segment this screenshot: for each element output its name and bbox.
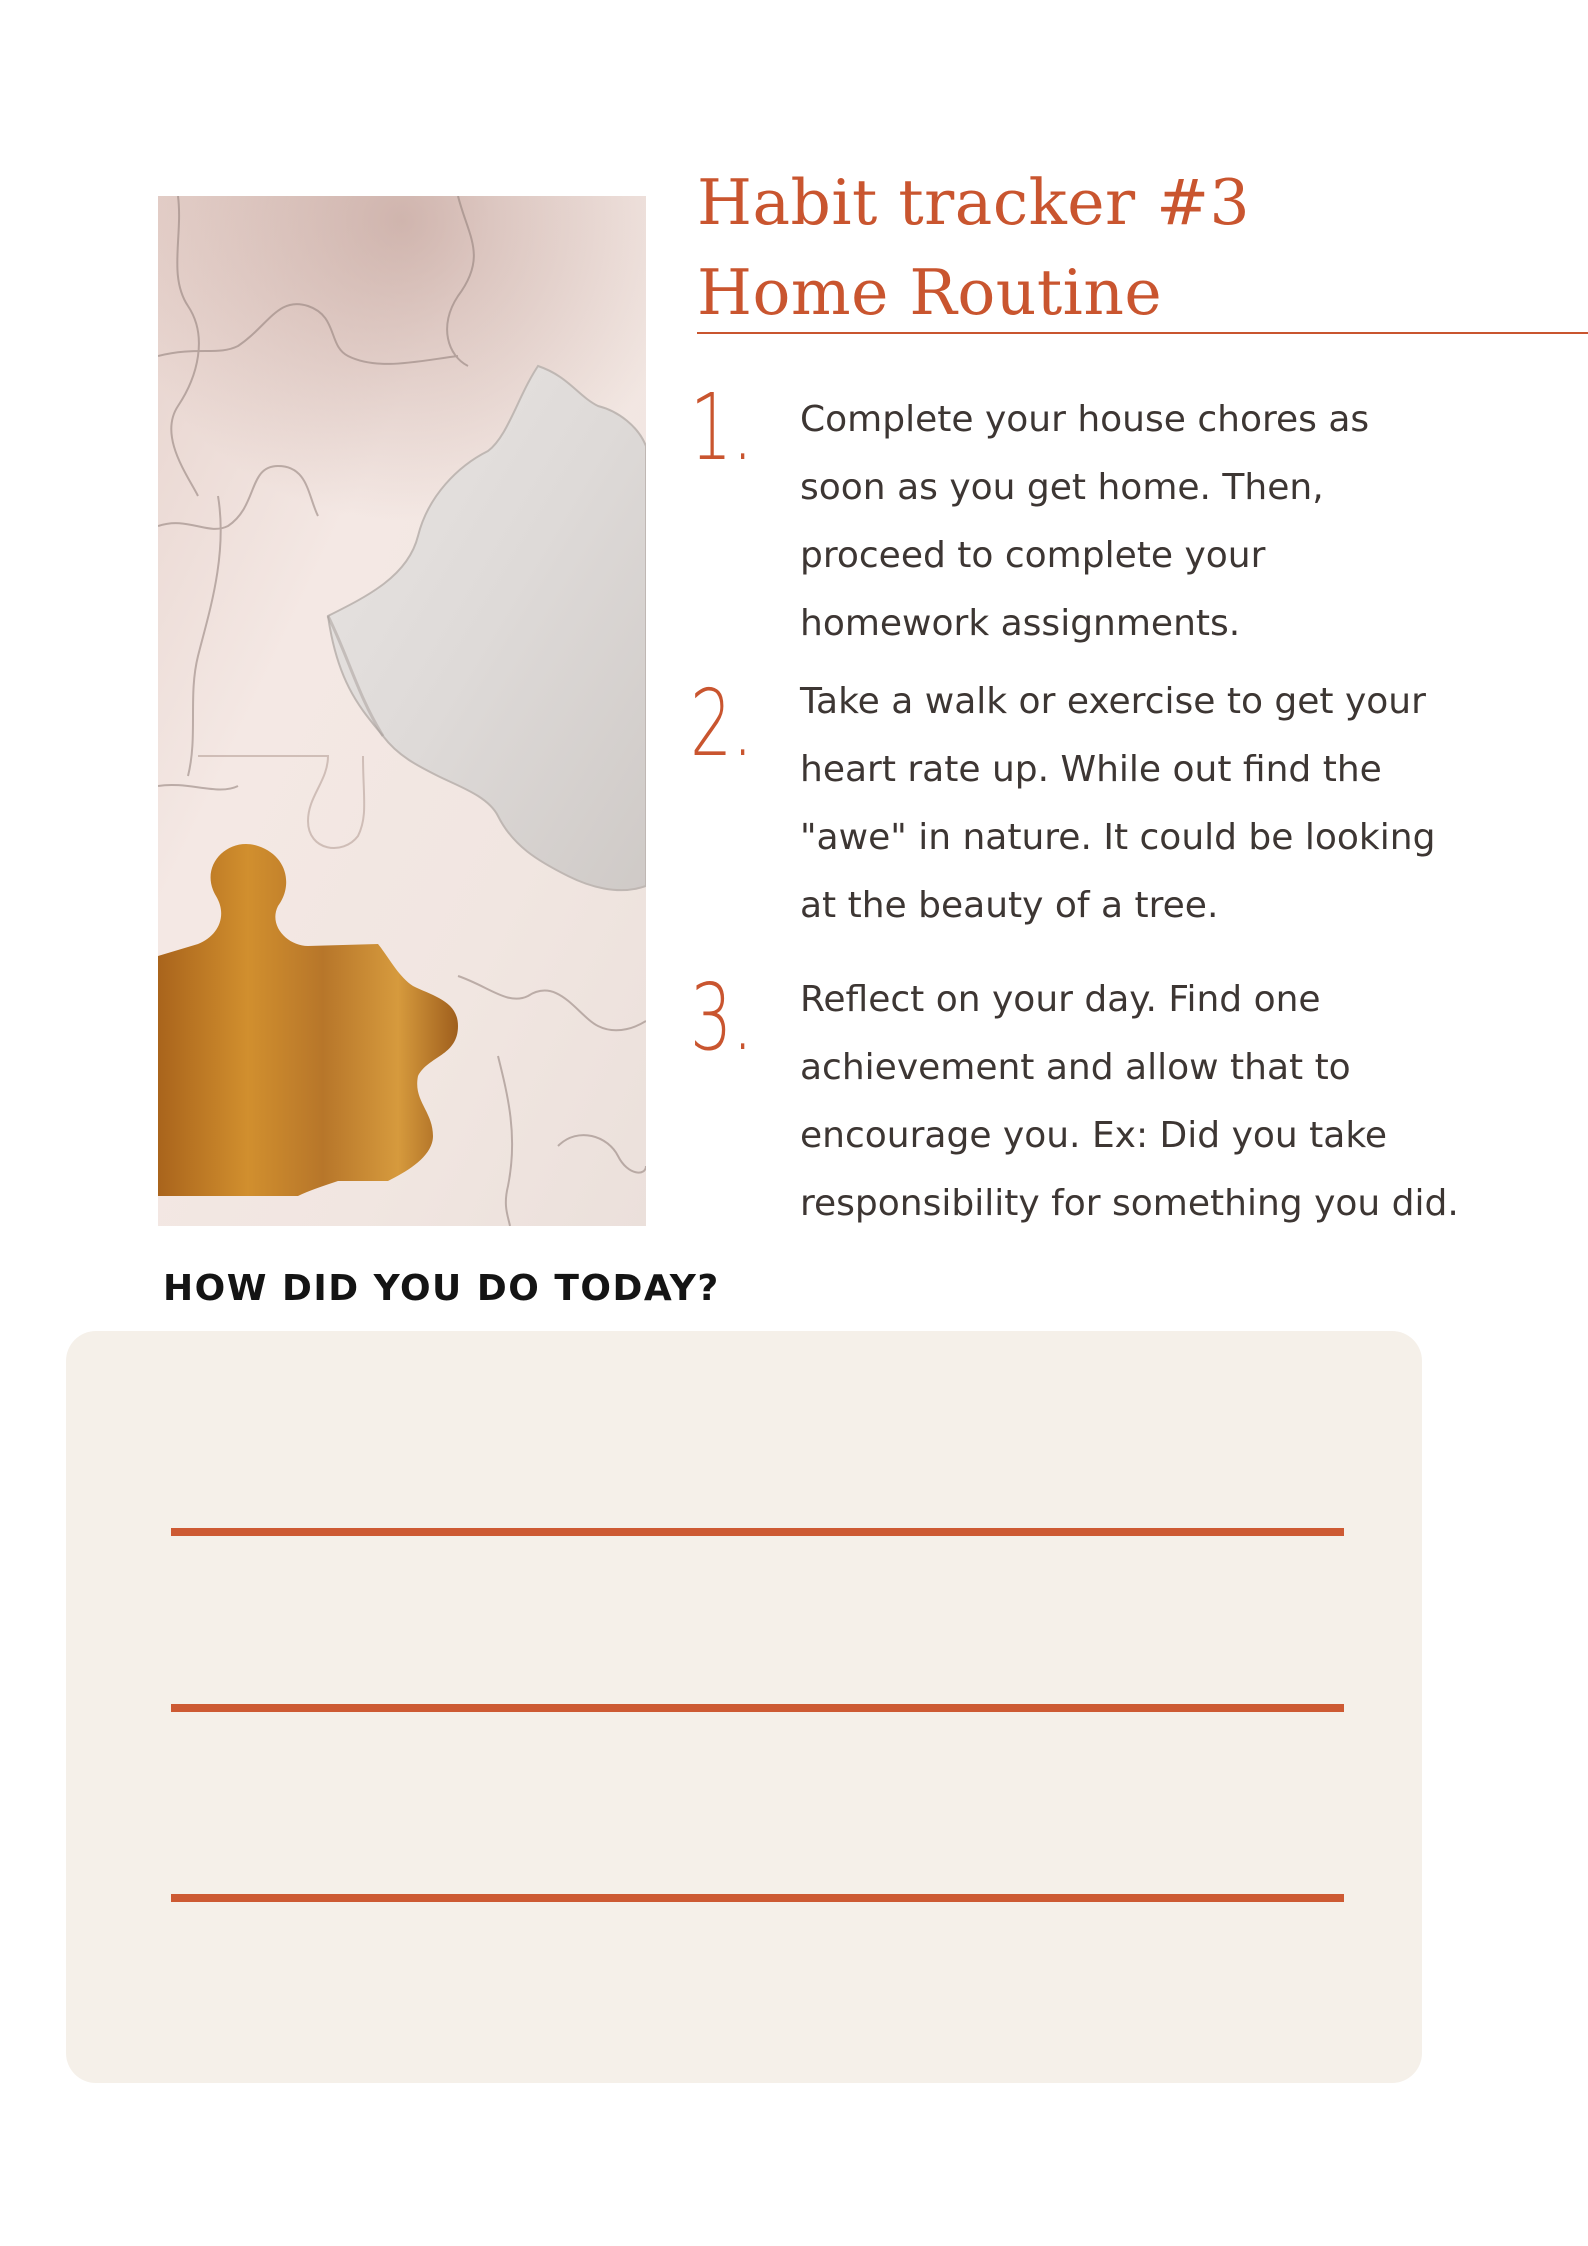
step-number-2: 2.: [690, 670, 754, 777]
puzzle-photo: [158, 196, 646, 1226]
title-line-2: Home Routine: [697, 256, 1163, 329]
answer-box[interactable]: [66, 1331, 1422, 2083]
step-number-1: 1.: [690, 374, 754, 481]
answer-line-3[interactable]: [171, 1894, 1344, 1902]
page-title: [697, 158, 1250, 338]
step-text-1: Complete your house chores as soon as you get home. Then, proceed to complete your homework assignments.: [800, 399, 1370, 644]
step-text-2: Take a walk or exercise to get your heart rate up. While out find the "awe" in nature. It could be looking at the beauty of a tree.: [800, 681, 1436, 926]
answer-line-1[interactable]: [171, 1528, 1344, 1536]
title-divider: [697, 332, 1588, 334]
step-number-3: 3.: [690, 964, 754, 1071]
answer-line-2[interactable]: [171, 1704, 1344, 1712]
reflection-question: HOW DID YOU DO TODAY?: [163, 1268, 720, 1309]
step-text-3: Reflect on your day. Find one achievement and allow that to encourage you. Ex: Did you take responsibility for something you did.: [800, 979, 1459, 1224]
title-line-1: Habit tracker #3: [697, 166, 1251, 239]
